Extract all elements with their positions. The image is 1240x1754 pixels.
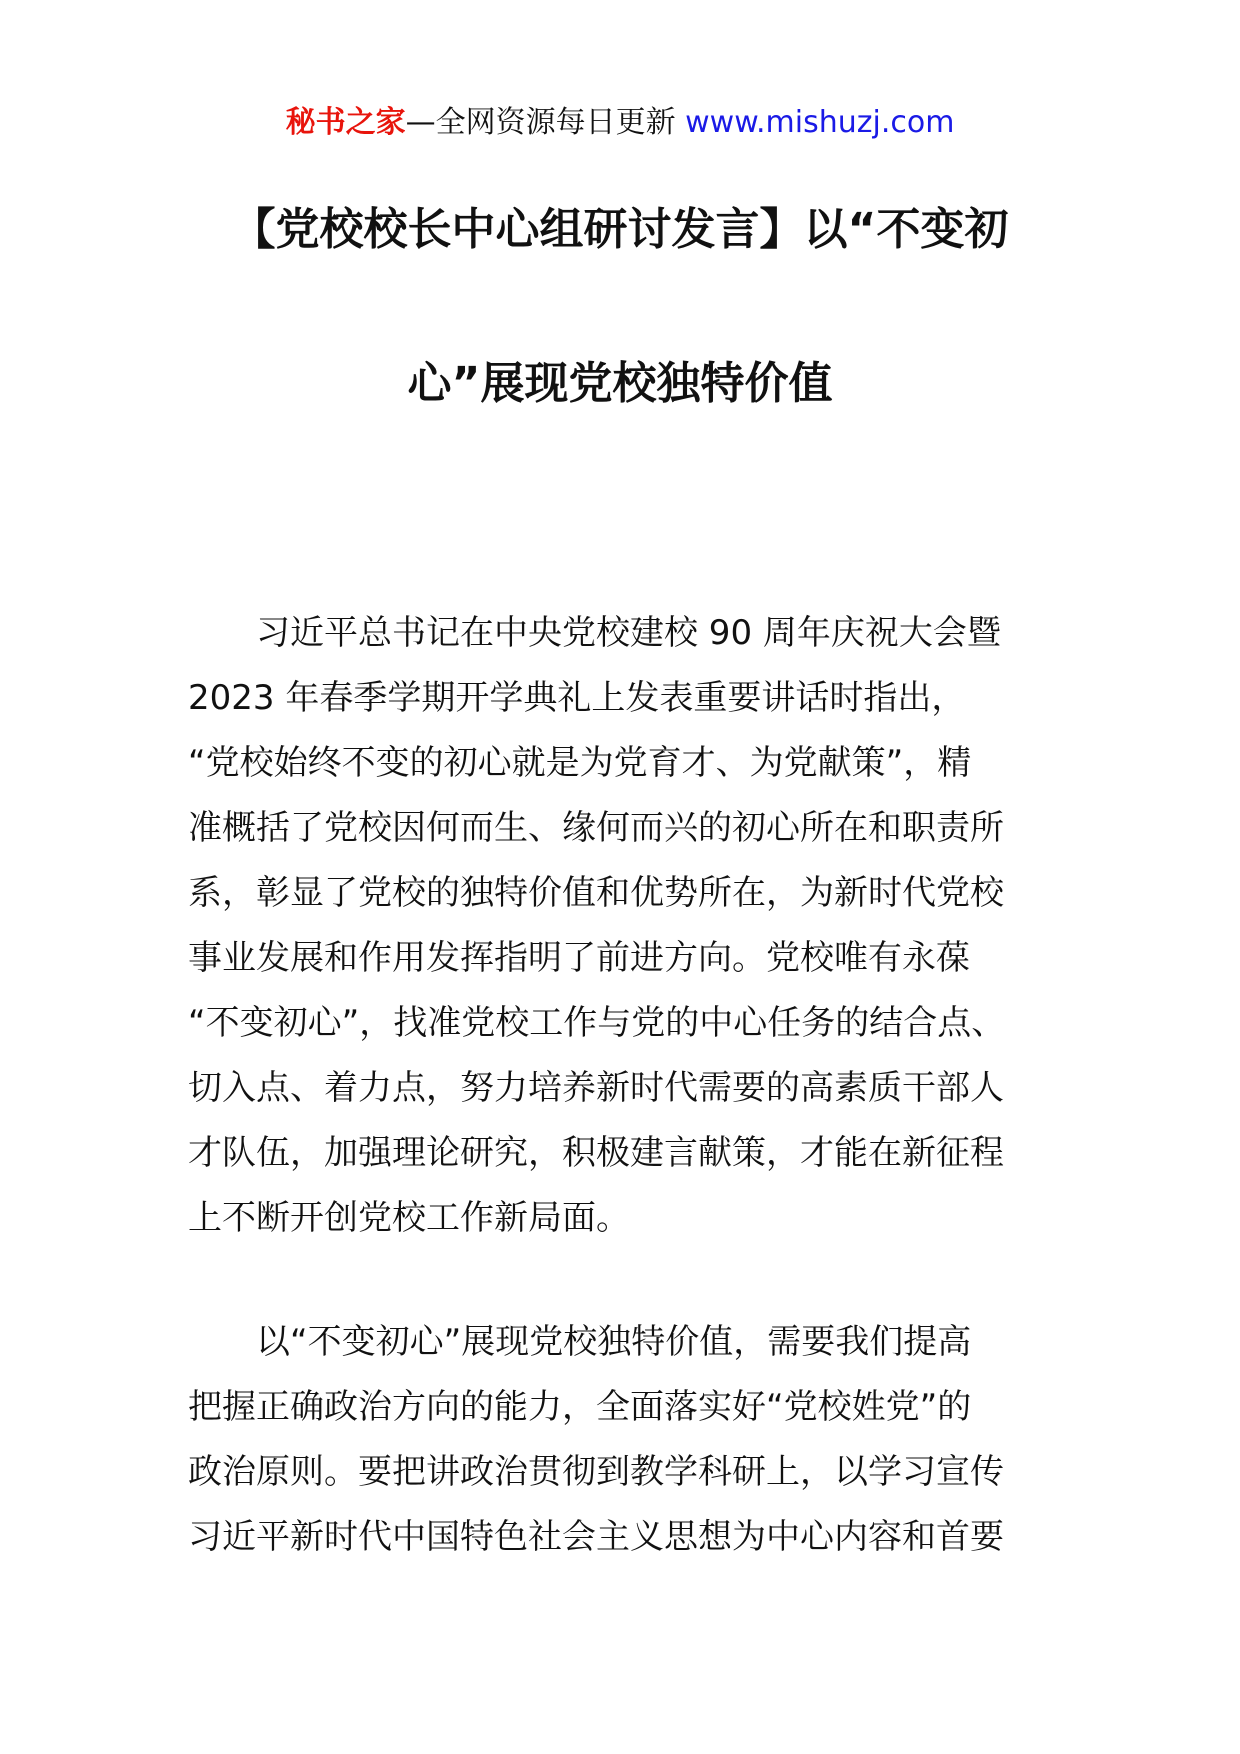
site-header <box>0 100 1240 146</box>
paragraph-line: 准概括了党校因何而生、缘何而兴的初心所在和职责所 <box>188 808 1004 848</box>
document-title-line-1: 【党校校长中心组研讨发言】以“不变初 <box>231 204 1009 255</box>
paragraph-line: 以“不变初心”展现党校独特价值，需要我们提高 <box>188 1322 972 1362</box>
site-url-link[interactable]: www.mishuzj.com <box>685 105 955 140</box>
paragraph-line: 上不断开创党校工作新局面。 <box>188 1198 630 1238</box>
paragraph-line: 系，彰显了党校的独特价值和优势所在，为新时代党校 <box>188 873 1004 913</box>
body-paragraph-2 <box>188 1310 1088 1570</box>
paragraph-line: 事业发展和作用发挥指明了前进方向。党校唯有永葆 <box>188 938 970 978</box>
paragraph-line: 才队伍，加强理论研究，积极建言献策，才能在新征程 <box>188 1133 1004 1173</box>
paragraph-line: 习近平总书记在中央党校建校 90 周年庆祝大会暨 <box>188 613 1001 653</box>
body-paragraph-1 <box>188 601 1088 1251</box>
brand-name: 秘书之家 <box>285 105 406 140</box>
paragraph-line: “不变初心”，找准党校工作与党的中心任务的结合点、 <box>188 1003 1006 1043</box>
paragraph-line: “党校始终不变的初心就是为党育才、为党献策”，精 <box>188 743 972 783</box>
paragraph-line: 把握正确政治方向的能力，全面落实好“党校姓党”的 <box>188 1387 972 1427</box>
paragraph-line: 2023 年春季学期开学典礼上发表重要讲话时指出， <box>188 678 966 718</box>
header-tagline: —全网资源每日更新 <box>405 105 686 140</box>
document-title-line-2: 心”展现党校独特价值 <box>407 358 833 409</box>
paragraph-line: 习近平新时代中国特色社会主义思想为中心内容和首要 <box>188 1517 1004 1557</box>
paragraph-line: 切入点、着力点，努力培养新时代需要的高素质干部人 <box>188 1068 1004 1108</box>
paragraph-line: 政治原则。要把讲政治贯彻到教学科研上，以学习宣传 <box>188 1452 1004 1492</box>
